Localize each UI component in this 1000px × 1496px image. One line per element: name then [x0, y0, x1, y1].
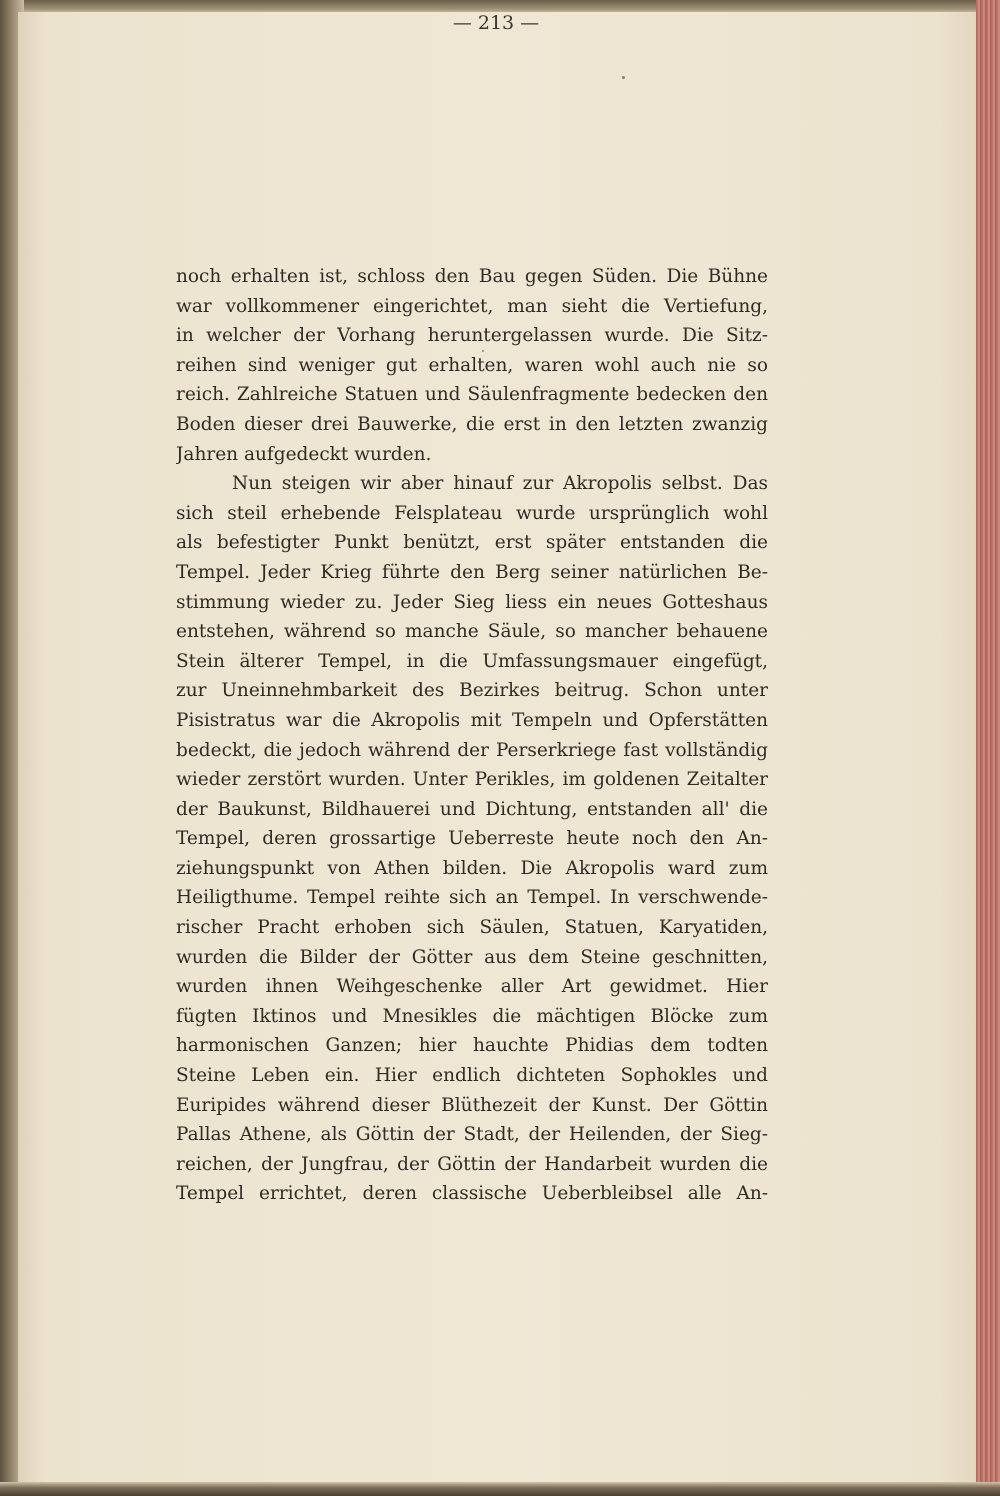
text-line: fügten Iktinos und Mnesikles die mächtigen Blöcke zum: [176, 1005, 768, 1027]
text-line: Tempel errichtet, deren classische Ueberbleibsel alle An-: [176, 1183, 768, 1205]
text-line: wurden die Bilder der Götter aus dem Steine geschnitten,: [176, 946, 768, 968]
text-line: rischer Pracht erhoben sich Säulen, Statuen, Karyatiden,: [176, 917, 768, 939]
text-line: reichen, der Jungfrau, der Göttin der Handarbeit wurden die: [176, 1153, 768, 1175]
page-number: — 213 —: [452, 12, 540, 34]
text-line: stimmung wieder zu. Jeder Sieg liess ein neues Gotteshaus: [176, 591, 768, 613]
text-line: zur Uneinnehmbarkeit des Bezirkes beitrug. Schon unter: [176, 680, 768, 702]
text-line: Jahren aufgedeckt wurden.: [176, 443, 432, 465]
text-line: harmonischen Ganzen; hier hauchte Phidias dem todten: [176, 1035, 768, 1057]
text-line: in welcher der Vorhang heruntergelassen wurde. Die Sitz-: [176, 325, 768, 347]
paragraph: [176, 262, 768, 469]
text-line: Steine Leben ein. Hier endlich dichteten Sophokles und: [176, 1065, 768, 1087]
body-text: [176, 262, 768, 1209]
text-line: entstehen, während so manche Säule, so mancher behauene: [176, 621, 768, 643]
text-line: als befestigter Punkt benützt, erst später entstanden die: [176, 532, 768, 554]
text-line: war vollkommener eingerichtet, man sieht die Vertiefung,: [176, 295, 768, 317]
bottom-edge-shadow: [0, 1482, 1000, 1496]
text-line: ziehungspunkt von Athen bilden. Die Akropolis ward zum: [176, 857, 768, 879]
text-line: Pallas Athene, als Göttin der Stadt, der Heilenden, der Sieg-: [176, 1124, 768, 1146]
text-line: Pisistratus war die Akropolis mit Tempeln und Opferstätten: [176, 709, 768, 731]
text-line: Boden dieser drei Bauwerke, die erst in den letzten zwanzig: [176, 413, 768, 435]
gilt-page-edges: [976, 0, 1000, 1496]
text-line: der Baukunst, Bildhauerei und Dichtung, entstanden all' die: [176, 798, 768, 820]
text-line: noch erhalten ist, schloss den Bau gegen Süden. Die Bühne: [176, 266, 768, 287]
paper-speck: [622, 76, 625, 79]
text-line: sich steil erhebende Felsplateau wurde ursprünglich wohl: [176, 502, 768, 524]
text-line: bedeckt, die jedoch während der Perserkriege fast vollständig: [176, 739, 768, 761]
book-page: [18, 12, 976, 1482]
text-line: Nun steigen wir aber hinauf zur Akropolis selbst. Das: [232, 473, 768, 495]
text-line: Tempel, deren grossartige Ueberreste heute noch den An-: [176, 828, 768, 850]
text-line: Tempel. Jeder Krieg führte den Berg seiner natürlichen Be-: [176, 561, 768, 583]
text-line: wieder zerstört wurden. Unter Perikles, im goldenen Zeitalter: [176, 769, 768, 791]
text-line: reich. Zahlreiche Statuen und Säulenfragmente bedecken den: [176, 384, 768, 406]
text-line: Heiligthume. Tempel reihte sich an Tempel. In verschwende-: [176, 887, 768, 909]
text-line: Stein älterer Tempel, in die Umfassungsmauer eingefügt,: [176, 650, 768, 672]
paragraph: [176, 469, 768, 1209]
text-line: Euripides während dieser Blüthezeit der Kunst. Der Göttin: [176, 1094, 768, 1116]
text-line: wurden ihnen Weihgeschenke aller Art gewidmet. Hier: [176, 976, 768, 998]
text-line: reihen sind weniger gut erhalten, waren wohl auch nie so: [176, 354, 768, 376]
